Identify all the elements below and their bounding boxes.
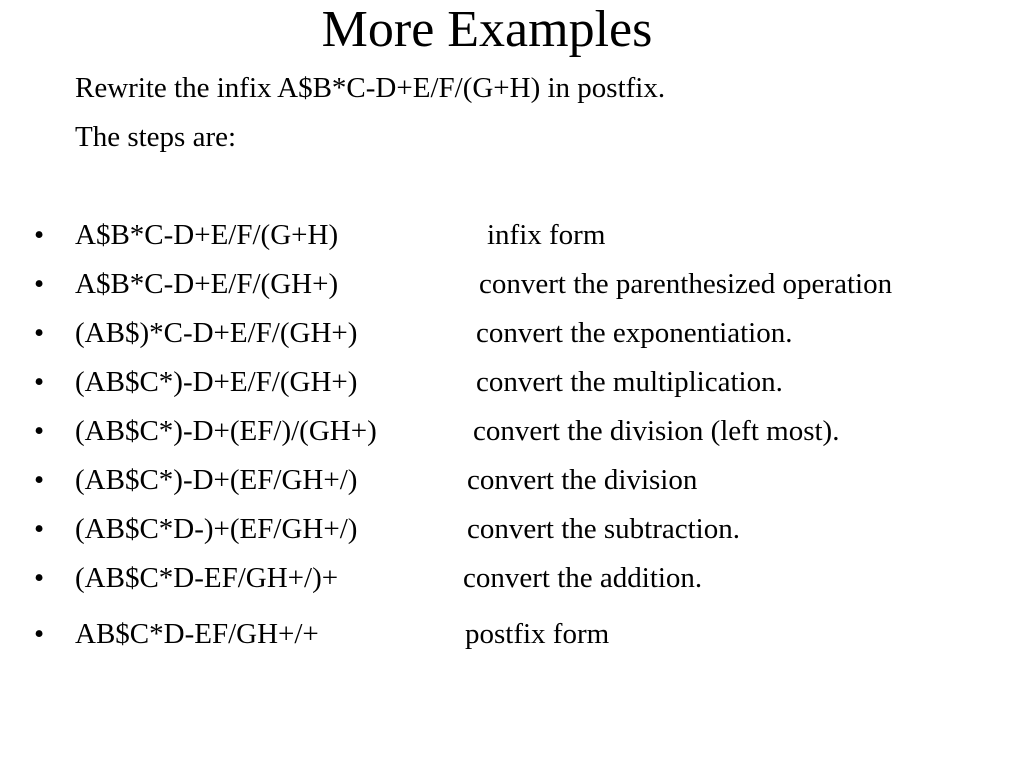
step-expression: AB$C*D-EF/GH+/+ xyxy=(75,618,319,650)
step-expression: (AB$C*D-EF/GH+/)+ xyxy=(75,562,339,594)
step-expression: (AB$C*)-D+E/F/(GH+) xyxy=(75,366,358,398)
bullet-icon: • xyxy=(34,219,45,251)
step-description: convert the parenthesized operation xyxy=(479,268,893,300)
step-description: convert the division xyxy=(467,464,698,496)
step-description: convert the exponentiation. xyxy=(476,317,793,349)
step-expression: (AB$C*D-)+(EF/GH+/) xyxy=(75,513,358,545)
step-item xyxy=(0,414,1024,450)
step-item xyxy=(0,617,1024,653)
step-description: convert the division (left most). xyxy=(473,415,840,447)
bullet-icon: • xyxy=(34,618,45,650)
steps-heading: The steps are: xyxy=(75,121,237,153)
bullet-icon: • xyxy=(34,317,45,349)
step-item xyxy=(0,218,1024,254)
intro-text: Rewrite the infix A$B*C-D+E/F/(G+H) in postfix. xyxy=(75,72,666,104)
step-description: convert the subtraction. xyxy=(467,513,740,545)
step-item xyxy=(0,561,1024,597)
step-item xyxy=(0,463,1024,499)
step-expression: (AB$C*)-D+(EF/)/(GH+) xyxy=(75,415,377,447)
bullet-icon: • xyxy=(34,464,45,496)
step-description: postfix form xyxy=(465,618,610,650)
step-item xyxy=(0,316,1024,352)
step-item xyxy=(0,365,1024,401)
step-description: infix form xyxy=(487,219,606,251)
step-expression: A$B*C-D+E/F/(GH+) xyxy=(75,268,339,300)
step-item xyxy=(0,267,1024,303)
step-expression: (AB$)*C-D+E/F/(GH+) xyxy=(75,317,358,349)
step-description: convert the addition. xyxy=(463,562,703,594)
step-expression: (AB$C*)-D+(EF/GH+/) xyxy=(75,464,358,496)
step-item xyxy=(0,512,1024,548)
bullet-icon: • xyxy=(34,562,45,594)
slide-title: More Examples xyxy=(321,1,653,58)
bullet-icon: • xyxy=(34,366,45,398)
bullet-icon: • xyxy=(34,268,45,300)
bullet-icon: • xyxy=(34,415,45,447)
step-description: convert the multiplication. xyxy=(476,366,783,398)
step-expression: A$B*C-D+E/F/(G+H) xyxy=(75,219,339,251)
bullet-icon: • xyxy=(34,513,45,545)
